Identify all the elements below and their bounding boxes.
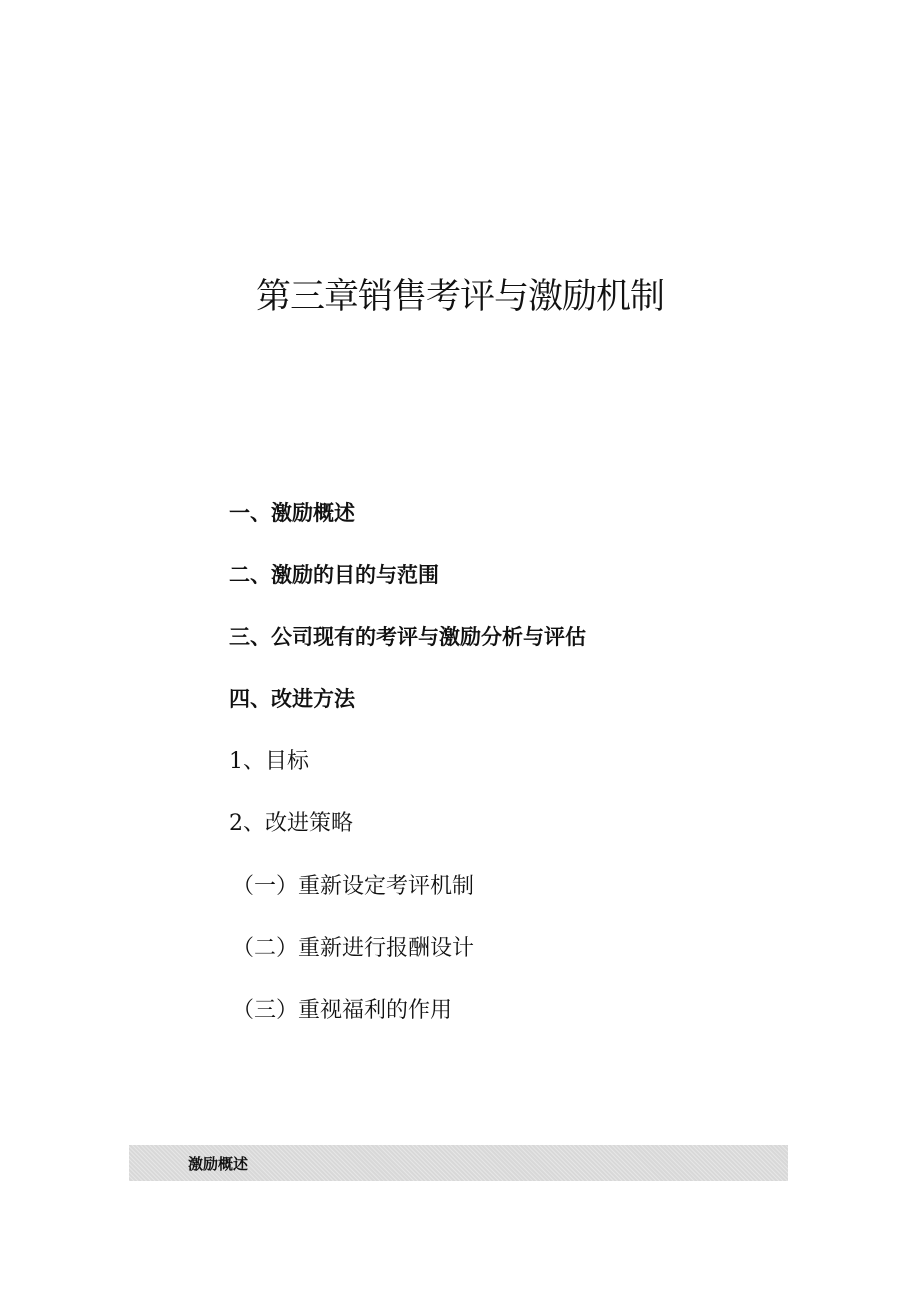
toc-subsubitem-compensation-design: （二）重新进行报酬设计 <box>232 936 475 961</box>
toc-subsubitem-reset-evaluation: （一）重新设定考评机制 <box>232 874 475 899</box>
toc-subitem-goal: 1、目标 <box>229 749 309 774</box>
toc-item-incentive-overview: 一、激励概述 <box>229 501 355 525</box>
section-header-bar <box>129 1145 788 1181</box>
toc-subitem-improvement-strategy: 2、改进策略 <box>229 811 353 836</box>
chapter-title: 第三章销售考评与激励机制 <box>255 277 664 317</box>
section-header-label: 激励概述 <box>188 1155 249 1173</box>
toc-subsubitem-welfare-role: （三）重视福利的作用 <box>232 998 453 1023</box>
toc-item-improvement-methods: 四、改进方法 <box>229 687 355 711</box>
toc-item-incentive-purpose-scope: 二、激励的目的与范围 <box>229 563 439 587</box>
toc-item-current-evaluation-analysis: 三、公司现有的考评与激励分析与评估 <box>229 625 586 649</box>
